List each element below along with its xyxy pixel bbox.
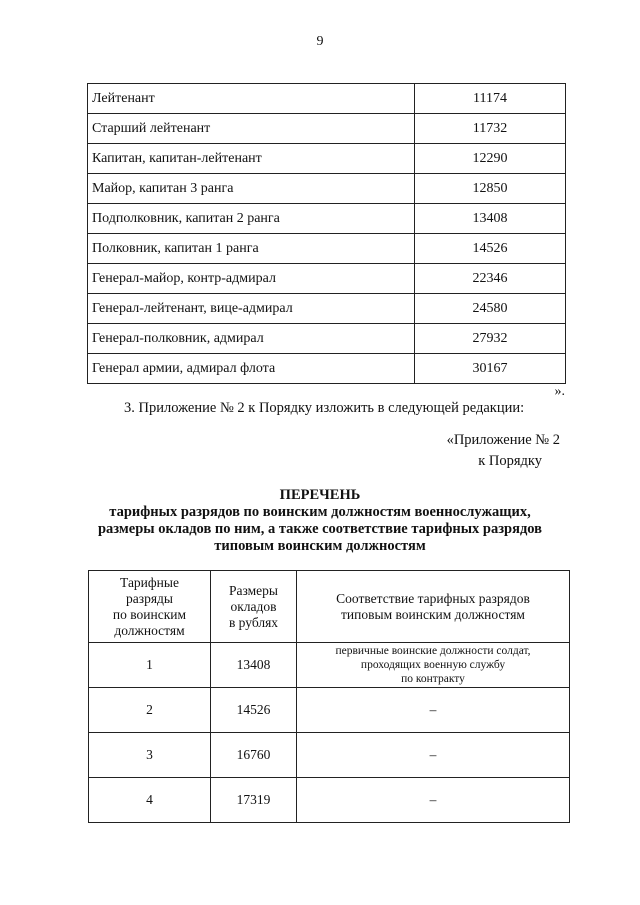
salary-cell: 16760	[211, 733, 297, 778]
table-row	[89, 688, 570, 733]
header-grade	[89, 571, 211, 643]
header-line: разряды	[126, 590, 173, 606]
table-row	[88, 84, 566, 114]
table-row	[88, 174, 566, 204]
rank-cell: Старший лейтенант	[88, 114, 415, 144]
salary-cell: 13408	[211, 643, 297, 688]
salary-cell: 27932	[415, 324, 566, 354]
appendix-reference-line2: к Порядку	[478, 453, 542, 469]
rank-cell: Полковник, капитан 1 ранга	[88, 234, 415, 264]
description-cell	[297, 643, 570, 688]
table-row	[88, 294, 566, 324]
header-line: типовым воинским должностям	[341, 606, 525, 622]
header-line: должностям	[114, 622, 185, 638]
table-row	[88, 234, 566, 264]
salary-cell: 14526	[211, 688, 297, 733]
rank-salary-table	[87, 83, 566, 384]
table-row	[89, 733, 570, 778]
grade-cell: 4	[89, 778, 211, 823]
rank-cell: Генерал-майор, контр-адмирал	[88, 264, 415, 294]
list-title: ПЕРЕЧЕНЬ	[279, 487, 361, 503]
grade-cell: 2	[89, 688, 211, 733]
grade-cell: 1	[89, 643, 211, 688]
header-line: в рублях	[228, 614, 279, 630]
rank-cell: Подполковник, капитан 2 ранга	[88, 204, 415, 234]
header-line: по воинским	[112, 606, 187, 622]
description-cell: –	[297, 688, 570, 733]
appendix-reference: «Приложение № 2	[446, 432, 560, 448]
salary-cell: 12850	[415, 174, 566, 204]
description-line: по контракту	[401, 673, 465, 685]
tariff-grade-table	[88, 570, 570, 823]
header-line: Тарифные	[120, 574, 179, 590]
table-row	[89, 778, 570, 823]
table-row	[89, 643, 570, 688]
header-correspondence	[297, 571, 570, 643]
salary-cell: 11174	[415, 84, 566, 114]
header-salary	[211, 571, 297, 643]
table-row	[88, 324, 566, 354]
salary-cell: 17319	[211, 778, 297, 823]
rank-cell: Генерал-лейтенант, вице-адмирал	[88, 294, 415, 324]
amendment-text: 3. Приложение № 2 к Порядку изложить в следующей редакции:	[124, 400, 525, 416]
rank-cell: Генерал-полковник, адмирал	[88, 324, 415, 354]
header-line: Соответствие тарифных разрядов	[336, 590, 530, 606]
list-subtitle-line: размеры окладов по ним, а также соответствие тарифных разрядов	[97, 521, 543, 537]
salary-cell: 12290	[415, 144, 566, 174]
table-row	[88, 354, 566, 384]
description-cell: –	[297, 778, 570, 823]
description-line: первичные воинские должности солдат,	[335, 645, 531, 657]
table-row	[88, 264, 566, 294]
closing-quote: ».	[554, 384, 565, 399]
table-row	[88, 114, 566, 144]
rank-cell: Генерал армии, адмирал флота	[88, 354, 415, 384]
salary-cell: 13408	[415, 204, 566, 234]
rank-cell: Капитан, капитан-лейтенант	[88, 144, 415, 174]
salary-cell: 24580	[415, 294, 566, 324]
page-number: 9	[316, 34, 324, 49]
table-row	[88, 204, 566, 234]
rank-cell: Майор, капитан 3 ранга	[88, 174, 415, 204]
rank-cell: Лейтенант	[88, 84, 415, 114]
list-subtitle-line: тарифных разрядов по воинским должностям военнослужащих,	[109, 504, 531, 520]
table-row	[88, 144, 566, 174]
list-subtitle	[70, 504, 570, 555]
list-subtitle-line: типовым воинским должностям	[214, 538, 426, 554]
grade-cell: 3	[89, 733, 211, 778]
salary-cell: 22346	[415, 264, 566, 294]
salary-cell: 30167	[415, 354, 566, 384]
header-line: Размеры окладов	[229, 582, 278, 614]
table-header-row	[89, 571, 570, 643]
description-line: проходящих военную службу	[360, 659, 506, 671]
salary-cell: 11732	[415, 114, 566, 144]
description-cell: –	[297, 733, 570, 778]
salary-cell: 14526	[415, 234, 566, 264]
